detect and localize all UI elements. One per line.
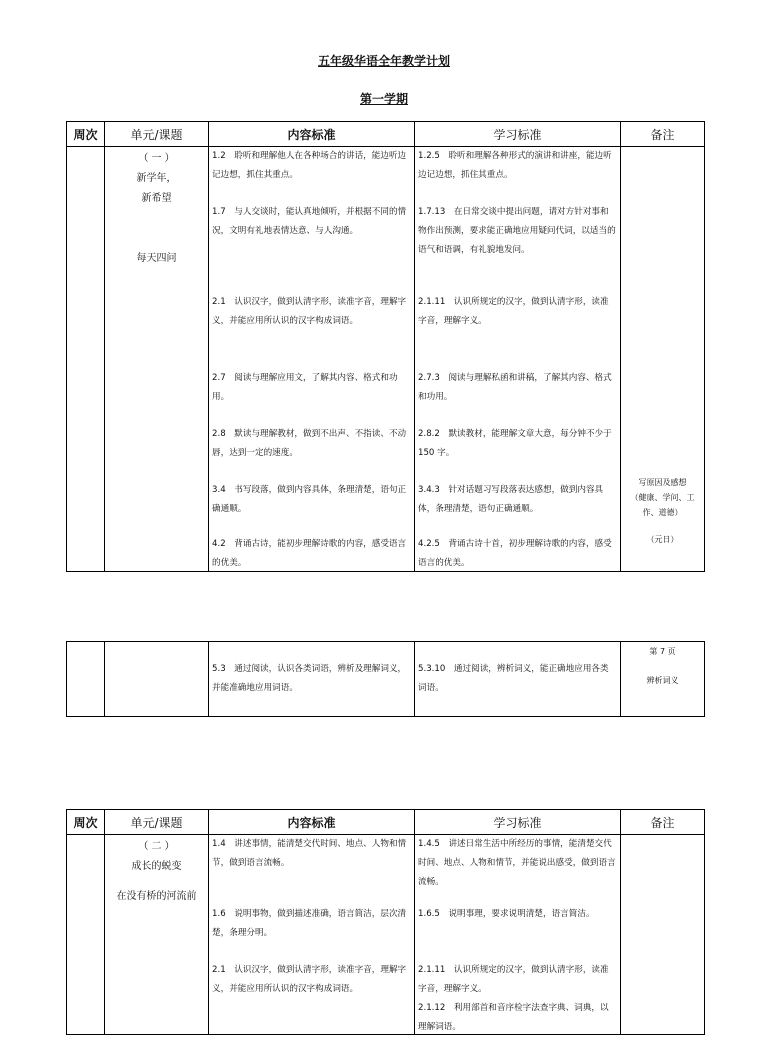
learning-item: 1.2.5 聆听和理解各种形式的演讲和讲座，能边听边记边想，抓住其重点。 (418, 151, 612, 180)
content-item: 2.1 认识汉字，做到认清字形，读准字音，理解字义，并能应用所认识的汉字构成词语。 (212, 965, 407, 994)
remark-text: （元日） (646, 535, 679, 544)
unit-cell (105, 835, 209, 1035)
unit-title-line-2: 新希望 (141, 193, 172, 204)
content-item: 1.7 与人交谈时，能认真地倾听，并根据不同的情况，文明有礼地表情达意、与人沟通。 (212, 207, 407, 236)
unit-title-line-1: 新学年， (136, 173, 177, 184)
unit-title: 成长的蜕变 (131, 861, 182, 872)
learning-item: 1.6.5 说明事理，要求说明清楚，语言简洁。 (418, 909, 595, 919)
learning-item: 2.1.11 认识所规定的汉字，做到认清字形，读准字音，理解字义。 (418, 965, 609, 994)
document-title: 五年级华语全年教学计划 (317, 54, 450, 68)
learning-item: 2.8.2 默读教材，能理解文章大意，每分钟不少于 150 字。 (418, 429, 612, 458)
semester-title: 第一学期 (359, 92, 408, 106)
learning-item: 2.1.11 认识所规定的汉字，做到认清字形，读准字音，理解字义。 (418, 297, 609, 326)
week-cell (67, 147, 105, 572)
unit-cell (105, 147, 209, 572)
content-item: 5.3 通过阅读，认识各类词语，辨析及理解词义，并能准确地应用词语。 (212, 664, 407, 693)
remark-text: 写原因及感想 (638, 478, 687, 487)
remark-page-ref: 第 7 页 (649, 647, 676, 656)
learning-item: 4.2.5 背诵古诗十首，初步理解诗歌的内容，感受语言的优美。 (418, 539, 612, 568)
week-cell (67, 642, 105, 717)
unit-number: （ 一 ） (138, 153, 175, 164)
learning-item: 5.3.10 通过阅读，辨析词义，能正确地应用各类词语。 (418, 664, 609, 693)
learning-standard-cell (415, 147, 621, 572)
content-item: 2.8 默读与理解教材，做到不出声、不指读、不动唇，达到一定的速度。 (212, 429, 407, 458)
week-cell (67, 835, 105, 1035)
learning-item: 1.7.13 在日常交谈中提出问题，请对方针对事和物作出预测，要求能正确地应用疑问代词，以适当的语气和语调，有礼貌地发问。 (418, 207, 616, 255)
learning-item: 1.4.5 讲述日常生活中所经历的事情，能清楚交代时间、地点、人物和情节，并能说出感受，做到语言流畅。 (418, 839, 616, 887)
header-week: 周次 (67, 122, 105, 147)
content-item: 2.7 阅读与理解应用文，了解其内容、格式和功用。 (212, 373, 398, 402)
content-item: 2.1 认识汉字，做到认清字形，读准字音，理解字义，并能应用所认识的汉字构成词语。 (212, 297, 407, 326)
learning-standard-cell (415, 835, 621, 1035)
remark-text: （健康、学问、工作、道德） (630, 493, 695, 517)
plan-table-1 (66, 121, 705, 572)
content-item: 1.4 讲述事情，能清楚交代时间、地点、人物和情节，做到语言流畅。 (212, 839, 407, 868)
remarks-cell (621, 147, 705, 572)
content-item: 3.4 书写段落，做到内容具体，条理清楚，语句正确通顺。 (212, 485, 407, 514)
unit-cell (105, 642, 209, 717)
remarks-cell (621, 835, 705, 1035)
plan-table-2 (66, 641, 705, 717)
header-unit: 单元/课题 (105, 122, 209, 147)
header-unit: 单元/课题 (105, 810, 209, 835)
plan-table-3 (66, 809, 705, 1035)
header-week: 周次 (67, 810, 105, 835)
learning-standard-cell (415, 642, 621, 717)
header-content: 内容标准 (209, 810, 415, 835)
remark-text: 辨析词义 (646, 676, 679, 685)
content-item: 1.2 聆听和理解他人在各种场合的讲话，能边听边记边想，抓住其重点。 (212, 151, 407, 180)
learning-item: 3.4.3 针对话题习写段落表达感想，做到内容具体，条理清楚，语句正确通顺。 (418, 485, 604, 514)
header-content: 内容标准 (209, 122, 415, 147)
header-remarks: 备注 (621, 810, 705, 835)
content-standard-cell (209, 147, 415, 572)
content-standard-cell (209, 835, 415, 1035)
lesson-title: 在没有桥的河流前 (116, 891, 197, 902)
lesson-title: 每天四问 (136, 253, 177, 264)
learning-item: 2.7.3 阅读与理解私函和讲稿，了解其内容、格式和功用。 (418, 373, 612, 402)
content-item: 1.6 说明事物，做到描述准确，语言简洁，层次清楚，条理分明。 (212, 909, 407, 938)
content-standard-cell (209, 642, 415, 717)
header-learning: 学习标准 (415, 810, 621, 835)
content-item: 4.2 背诵古诗，能初步理解诗歌的内容，感受语言的优美。 (212, 539, 407, 568)
header-remarks: 备注 (621, 122, 705, 147)
unit-number: （ 二 ） (138, 841, 175, 852)
header-learning: 学习标准 (415, 122, 621, 147)
remarks-cell (621, 642, 705, 717)
learning-item: 2.1.12 利用部首和音序检字法查字典、词典，以理解词语。 (418, 1003, 609, 1032)
